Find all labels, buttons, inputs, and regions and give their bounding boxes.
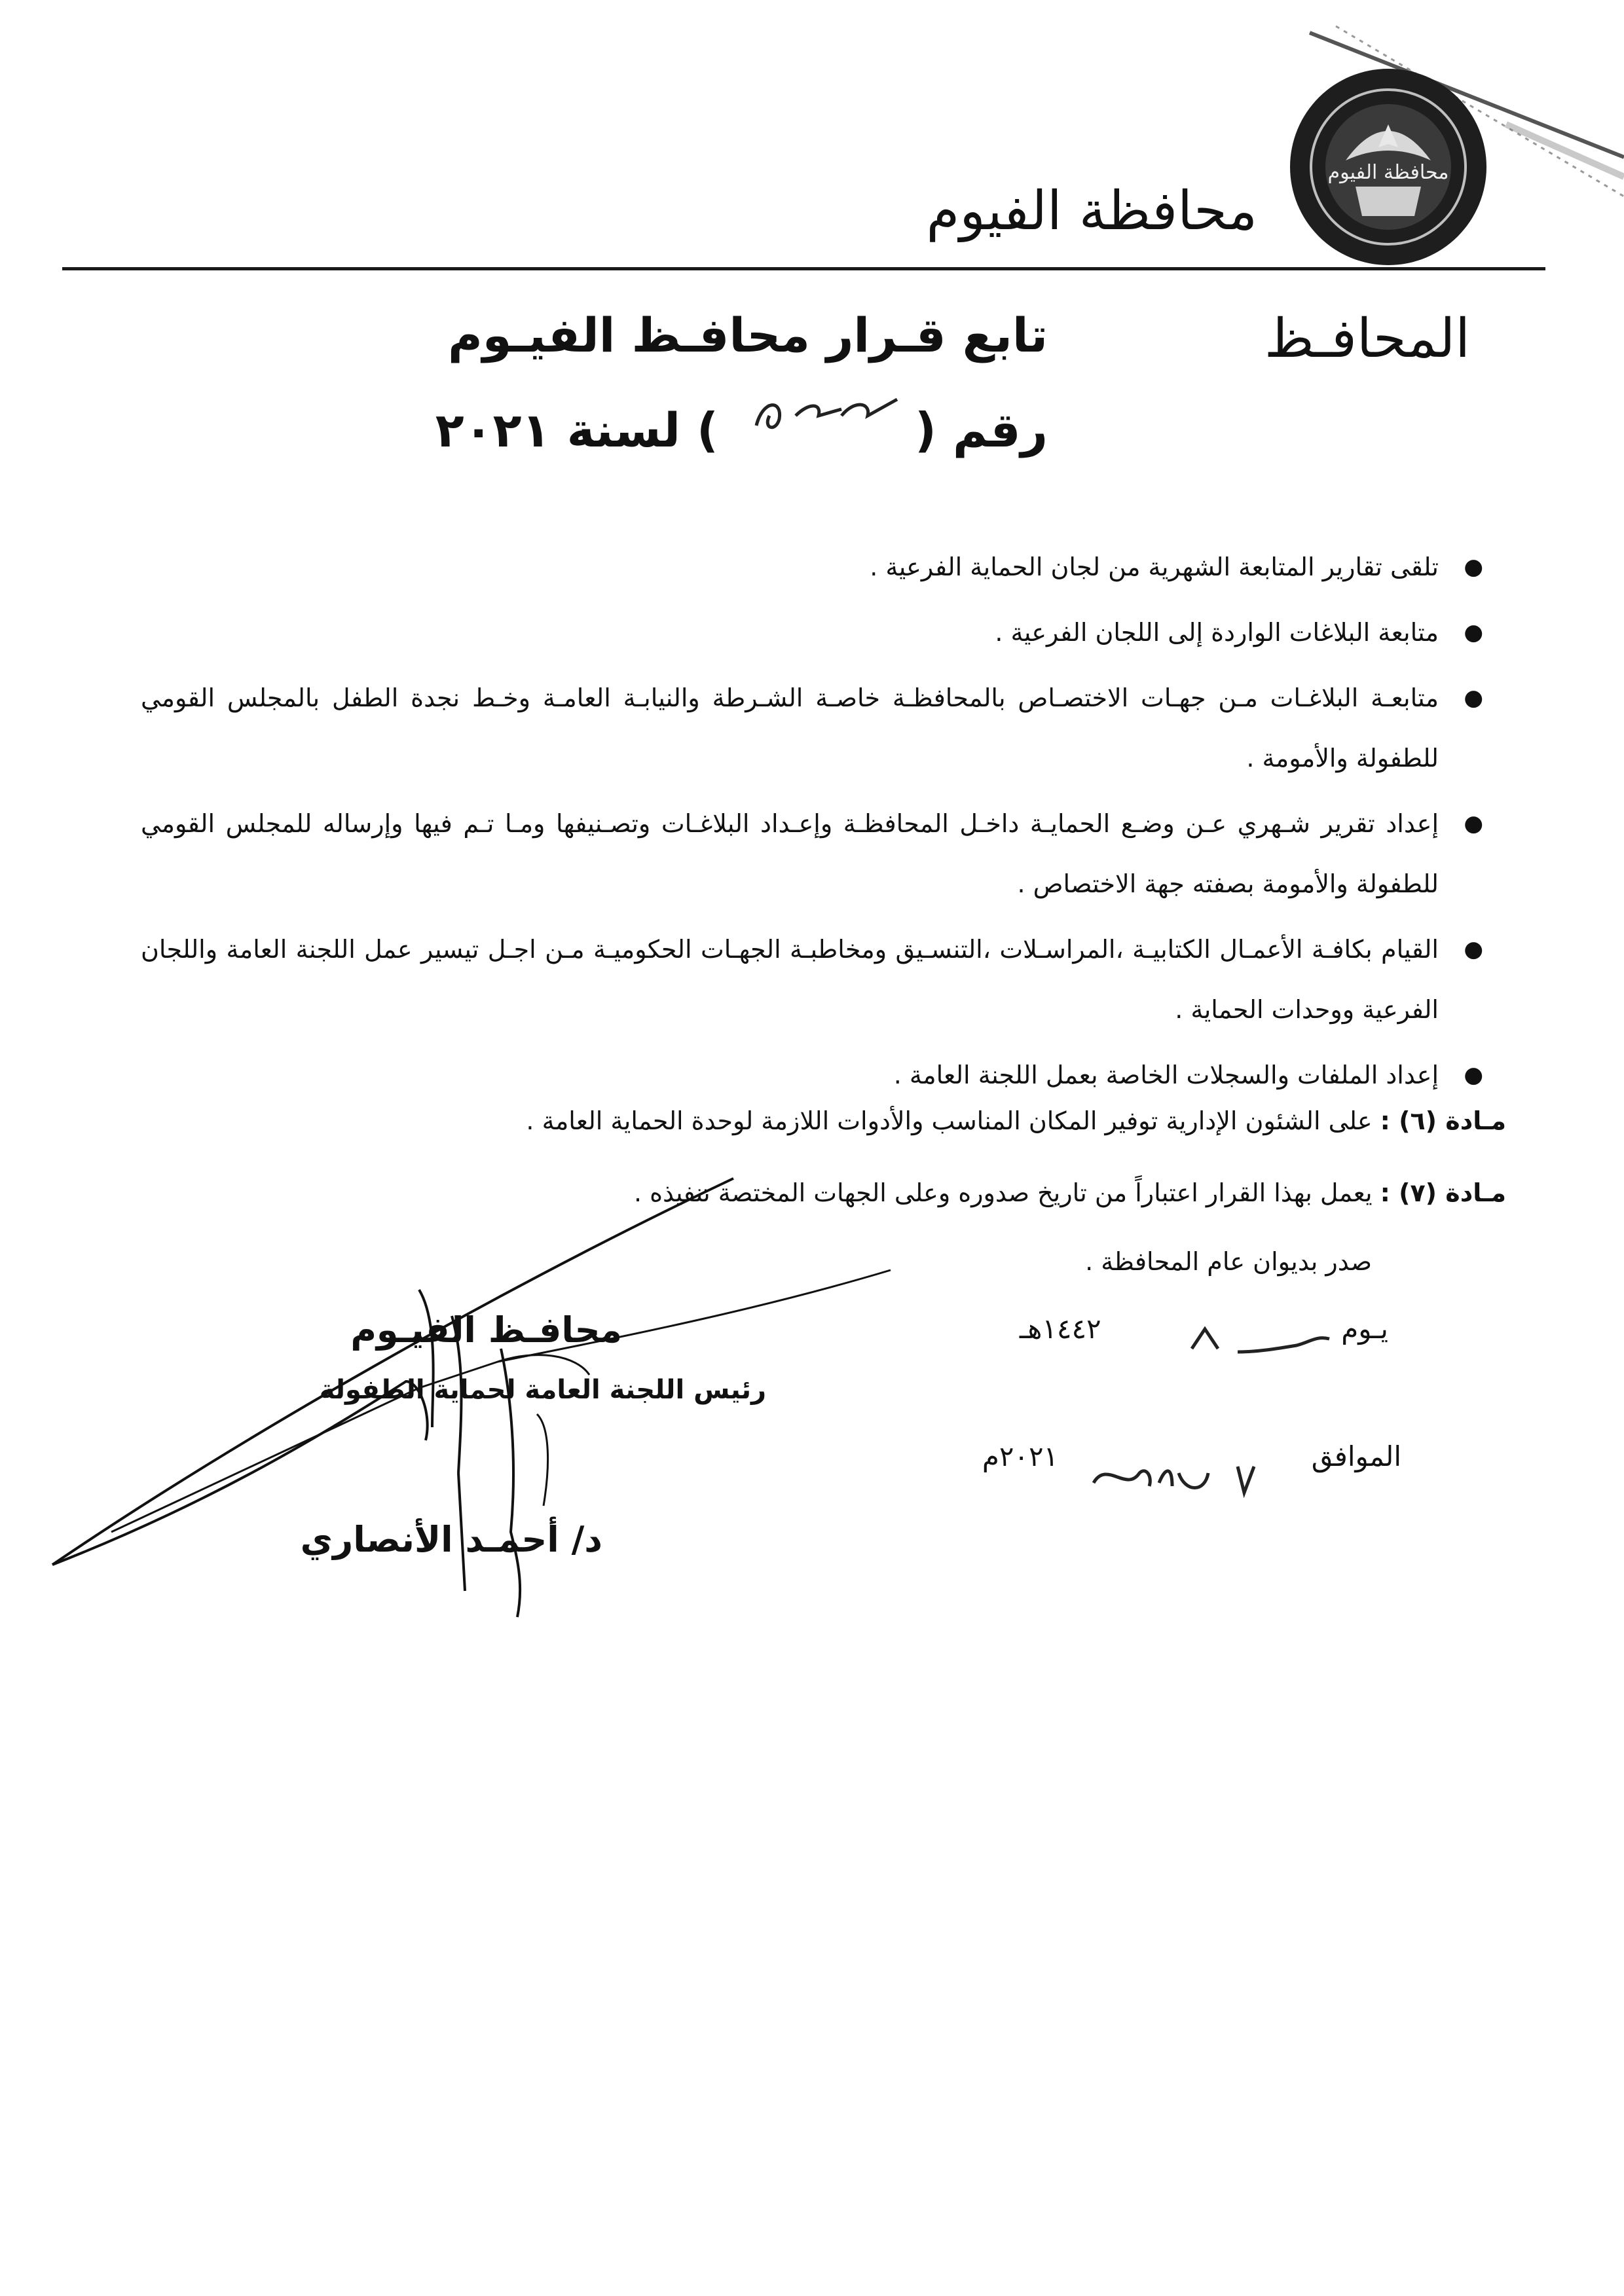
list-item: ● متابعة البلاغات الواردة إلى اللجان الفرعية . — [141, 602, 1483, 663]
header-divider — [62, 267, 1545, 270]
decree-suffix: ) لسنة ٢٠٢١ — [435, 403, 718, 458]
svg-text:٨ يونيه: ٨ يونيه — [1079, 1505, 1080, 1506]
article-text: يعمل بهذا القرار اعتباراً من تاريخ صدوره وعلى الجهات المختصة تنفيذه . — [633, 1178, 1373, 1207]
issued-statement: صدر بديوان عام المحافظة . — [1085, 1247, 1372, 1276]
hijri-prefix: يـوم — [1341, 1313, 1388, 1345]
decree-number-line — [435, 403, 1048, 458]
list-item: ● تلقى تقارير المتابعة الشهرية من لجان الحماية الفرعية . — [141, 537, 1483, 597]
svg-text:محافظة الفيوم: محافظة الفيوم — [1327, 161, 1449, 184]
greg-prefix: الموافق — [1311, 1440, 1401, 1472]
hijri-handwritten-day — [1179, 1316, 1342, 1368]
list-item: ● إعداد تقرير شـهري عـن وضـع الحمايـة داخـل المحافظـة وإعـداد البلاغـات وتصـنيفها ومـا تـم فيها وإرساله للمجلس القومي للطفولة والأمومة بصفته جهة الاختصاص . — [141, 793, 1483, 914]
signatory-role: رئيس اللجنة العامة لحماية الطفولة — [319, 1375, 766, 1405]
list-item: ● القيام بكافـة الأعمـال الكتابيـة ،المراسـلات ،التنسـيق ومخاطبـة الجهـات الحكوميـة مـن اجـل تيسير عمل اللجنة العامة واللجان الفرعية ووحدات الحماية . — [141, 919, 1483, 1040]
article-text: على الشئون الإدارية توفير المكان المناسب والأدوات اللازمة لوحدة الحماية العامة . — [526, 1106, 1373, 1135]
list-item: ● متابعـة البلاغـات مـن جهـات الاختصـاص بالمحافظـة خاصـة الشـرطة والنيابـة العامـة وخـط نجدة الطفل بالمجلس القومي للطفولة والأمومة . — [141, 668, 1483, 788]
gregorian-handwritten-day — [1080, 1447, 1264, 1506]
decree-prefix: رقم ( — [914, 403, 1048, 458]
greg-suffix: ٢٠٢١م — [982, 1440, 1059, 1472]
signatory-name: د/ أحمـد الأنصاري — [300, 1519, 602, 1560]
svg-text:٤٢٢: ٤٢٢ — [824, 445, 826, 446]
governorate-seal-logo — [1283, 62, 1493, 272]
handwritten-signature — [39, 1165, 956, 1676]
governorate-name: محافظة الفيوم — [926, 180, 1257, 242]
signatory-title: محافـظ الفيـوم — [350, 1309, 622, 1351]
article-6 — [526, 1106, 1506, 1135]
role-title: المحافـظ — [1264, 308, 1470, 370]
decree-followup-title: تابع قـرار محافـظ الفيـوم — [448, 308, 1048, 363]
article-label: مـادة (٦) : — [1380, 1106, 1506, 1135]
duties-list — [141, 537, 1483, 1110]
decree-number-handwritten — [743, 380, 907, 452]
article-label: مـادة (٧) : — [1380, 1178, 1506, 1207]
list-item: ● إعداد الملفات والسجلات الخاصة بعمل اللجنة العامة . — [141, 1045, 1483, 1105]
hijri-suffix: ١٤٤٢هـ — [1019, 1313, 1101, 1345]
